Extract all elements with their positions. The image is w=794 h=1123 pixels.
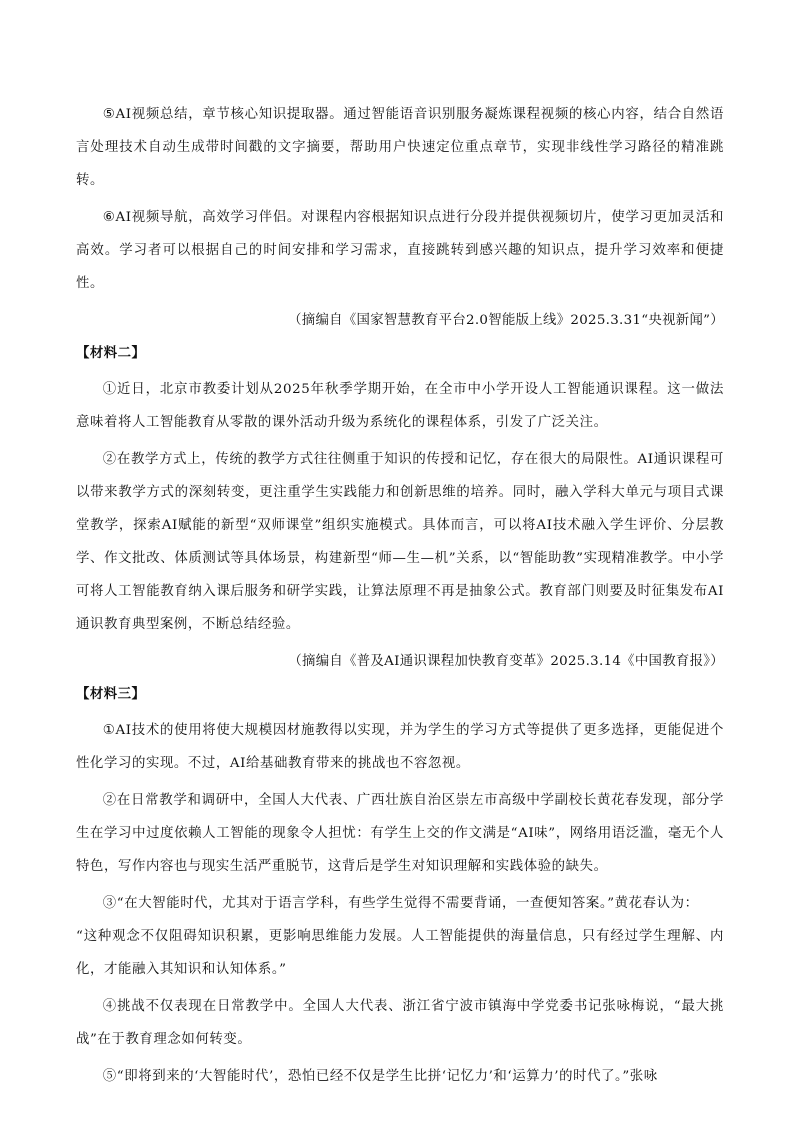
source-citation-2: （摘编自《普及AI通识课程加快教育变革》2025.3.14《中国教育报》） [288,654,724,669]
paragraph-material-2-2: ②在教学方式上，传统的教学方式往往侧重于知识的传授和记忆，存在很大的局限性。AI通识课程可以带来教学方式的深刻转变，更注重学生实践能力和创新思维的培养。同时，融入学科大单元与项目式课堂教学，探索AI赋能的新型“双师课堂”组织实施模式。具体而言，可以将AI技术融入学生评价、分层教学、作文批改、体质测试等具体场景，构建新型“师—生—机”关系，以“智能助教”实现精准教学。中小学可将人工智能教育纳入课后服务和研学实践，让算法原理不再是抽象公式。教育部门则要及时征集发布AI通识教育典型案例，不断总结经验。 [76,452,724,632]
paragraph-material-3-2: ②在日常教学和调研中，全国人大代表、广西壮族自治区崇左市高级中学副校长黄花春发现，部分学生在学习中过度依赖人工智能的现象令人担忧：有学生上交的作文满是“AI味”，网络用语泛滥，毫无个人特色，写作内容也与现实生活严重脱节，这背后是学生对知识理解和实践体验的缺失。 [76,793,724,874]
paragraph-material-3-5: ⑤“即将到来的‘大智能时代’，恐怕已经不仅是学生比拼‘记忆力’和‘运算力’的时代了。”张咏 [102,1069,658,1084]
section-heading-material-2: 【材料二】 [76,346,146,361]
paragraph-material-3-3-quote: “这种观念不仅阻碍知识积累，更影响思维能力发展。人工智能提供的海量信息，只有经过学生理解、内化，才能融入其知识和认知体系。” [76,929,724,977]
paragraph-material-3-1: ①AI技术的使用将使大规模因材施教得以实现，并为学生的学习方式等提供了更多选择，更能促进个性化学习的实现。不过，AI给基础教育带来的挑战也不容忽视。 [76,723,724,771]
paragraph-material-3-3: ③“在大智能时代，尤其对于语言学科，有些学生觉得不需要背诵，一查便知答案。”黄花春认为： [102,896,699,911]
paragraph-ai-video-summary: ⑤AI视频总结，章节核心知识提取器。通过智能语音识别服务凝炼课程视频的核心内容，结合自然语言处理技术自动生成带时间戳的文字摘要，帮助用户快速定位重点章节，实现非线性学习路径的精准跳转。 [76,107,724,188]
section-heading-material-3: 【材料三】 [76,687,146,702]
paragraph-material-3-4: ④挑战不仅表现在日常教学中。全国人大代表、浙江省宁波市镇海中学党委书记张咏梅说，“最大挑战”在于教育理念如何转变。 [76,999,724,1047]
paragraph-ai-video-navigation: ⑥AI视频导航，高效学习伴侣。对课程内容根据知识点进行分段并提供视频切片，使学习更加灵活和高效。学习者可以根据自己的时间安排和学习需求，直接跳转到感兴趣的知识点，提升学习效率和便捷性。 [76,210,724,291]
document-body [76,98,724,1097]
paragraph-material-2-1: ①近日，北京市教委计划从2025年秋季学期开始，在全市中小学开设人工智能通识课程。这一做法意味着将人工智能教育从零散的课外活动升级为系统化的课程体系，引发了广泛关注。 [76,382,724,430]
source-citation-1: （摘编自《国家智慧教育平台2.0智能版上线》2025.3.31“央视新闻”） [288,313,724,328]
